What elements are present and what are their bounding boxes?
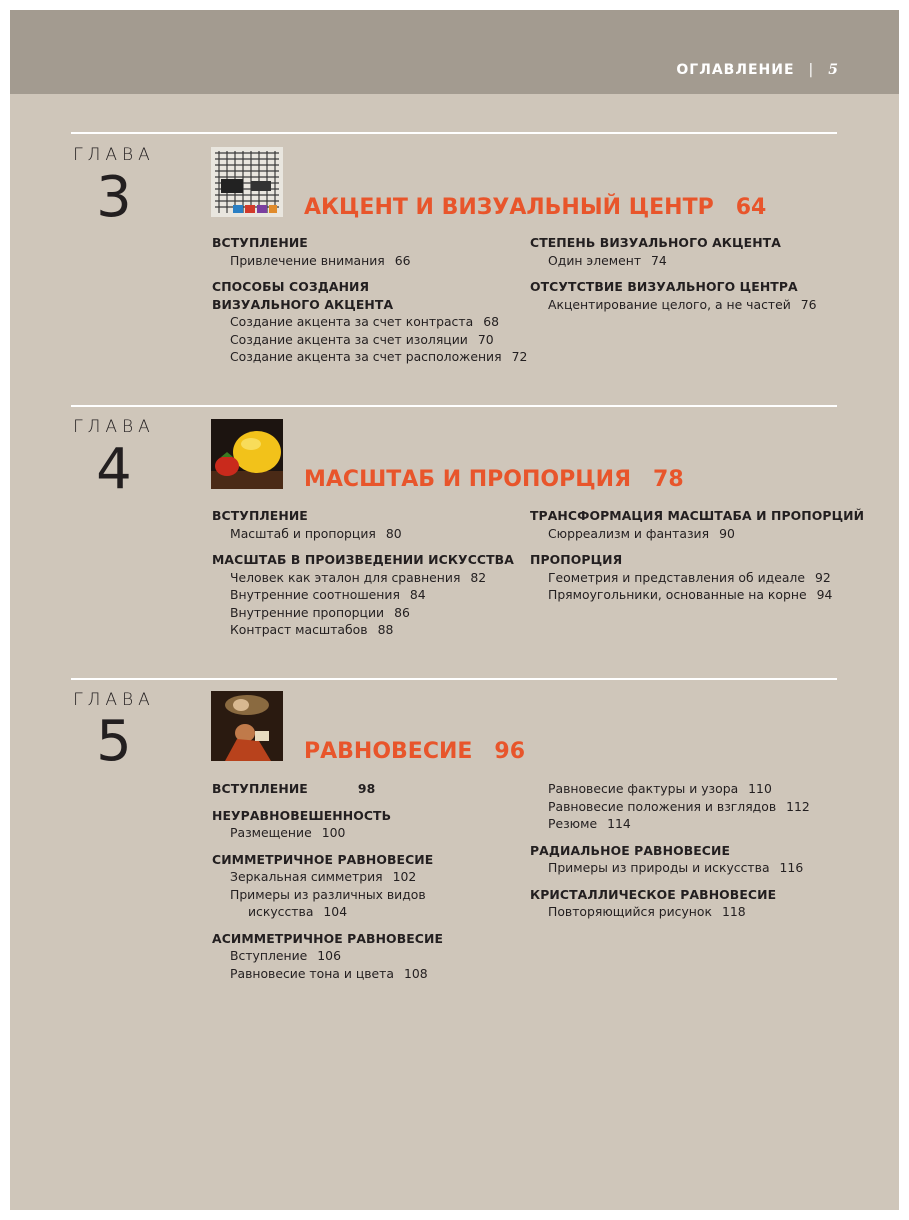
toc-entry (212, 824, 443, 842)
toc-entry (530, 569, 864, 587)
toc-entry (212, 525, 514, 543)
toc-entry-page: 94 (816, 587, 833, 602)
toc-entry-page: 68 (483, 314, 499, 329)
toc-entry-page: 80 (385, 525, 402, 541)
toc-heading (212, 780, 443, 798)
toc-entry-page: 118 (721, 904, 746, 919)
toc-entry (212, 868, 443, 886)
toc-entry-text: Зеркальная симметрия (230, 869, 383, 884)
toc-entry-text: Человек как эталон для сравнения (230, 569, 461, 585)
toc-entry-text: Равновесие фактуры и узора (548, 781, 739, 796)
chapter-thumbnail (211, 691, 283, 761)
toc-heading: ПРОПОРЦИЯ (530, 552, 623, 567)
toc-entry (530, 586, 864, 604)
chapter-label: ГЛАВА (73, 145, 155, 165)
toc-entry-text: Равновесие тона и цвета (230, 965, 394, 981)
toc-heading: ВСТУПЛЕНИЕ (212, 508, 308, 523)
toc-heading: РАДИАЛЬНОЕ РАВНОВЕСИЕ (530, 842, 731, 858)
toc-heading-text: ВСТУПЛЕНИЕ (212, 781, 308, 796)
toc-entry (212, 252, 527, 270)
toc-column-right (530, 780, 810, 921)
toc-entry (530, 859, 810, 877)
toc-entry-text: Размещение (230, 825, 312, 840)
toc-entry-text: искусства (248, 904, 314, 919)
toc-entry-page: 70 (477, 331, 494, 347)
toc-entry (212, 569, 514, 587)
toc-entry-page: 90 (719, 525, 735, 541)
toc-entry-page: 82 (470, 569, 487, 585)
toc-heading: АСИММЕТРИЧНОЕ РАВНОВЕСИЕ (212, 930, 444, 946)
toc-entry-text: Повторяющийся рисунок (548, 904, 712, 919)
toc-entry-page: 112 (786, 798, 810, 814)
toc-column-left (212, 780, 443, 982)
header-page-number: 5 (828, 62, 839, 78)
toc-entry-page: 92 (814, 569, 831, 585)
toc-heading: ОТСУТСТВИЕ ВИЗУАЛЬНОГО ЦЕНТРА (530, 279, 798, 294)
toc-entry (212, 621, 514, 639)
toc-entry-text: Создание акцента за счет изоляции (230, 331, 468, 347)
toc-entry-page: 102 (392, 869, 417, 884)
toc-entry-text: Резюме (548, 816, 598, 831)
chapter-title-text: АКЦЕНТ И ВИЗУАЛЬНЫЙ ЦЕНТР (304, 195, 714, 220)
chapter-title-page: 64 (735, 195, 767, 220)
toc-entry-page: 66 (394, 252, 411, 268)
chapter-title (304, 195, 766, 220)
toc-page (10, 10, 899, 1210)
header-section: ОГЛАВЛЕНИЕ (676, 62, 795, 78)
chapter-thumbnail (211, 419, 283, 489)
chapter-title-text: МАСШТАБ И ПРОПОРЦИЯ (304, 467, 632, 492)
toc-entry-text: Геометрия и представления об идеале (548, 569, 805, 585)
toc-entry (530, 525, 864, 543)
chapter-label: ГЛАВА (73, 417, 155, 437)
toc-entry-text: Создание акцента за счет контраста (230, 314, 474, 329)
toc-column-left (212, 234, 527, 366)
toc-entry-text: Привлечение внимания (230, 252, 385, 268)
chapter-divider (71, 678, 837, 680)
chapter-thumbnail (211, 147, 283, 217)
chapter-number: 4 (96, 437, 132, 502)
toc-entry-page: 72 (511, 349, 528, 364)
toc-entry-page: 100 (321, 825, 346, 840)
toc-column-right (530, 234, 817, 313)
toc-entry-page: 84 (409, 587, 426, 602)
toc-entry-page: 106 (317, 948, 341, 963)
toc-entry (212, 331, 527, 349)
toc-entry (530, 252, 817, 270)
chapter-divider (71, 132, 837, 134)
toc-entry-text: Контраст масштабов (230, 622, 368, 637)
toc-entry-page: 108 (404, 965, 428, 981)
running-header (676, 62, 839, 78)
toc-entry (212, 965, 443, 983)
toc-heading: ВСТУПЛЕНИЕ (212, 235, 308, 250)
chapter-label: ГЛАВА (73, 690, 155, 710)
toc-entry-text: Внутренние пропорции (230, 604, 385, 620)
toc-entry-text: Прямоугольники, основанные на корне (548, 587, 807, 602)
toc-entry (212, 313, 527, 331)
toc-heading: СТЕПЕНЬ ВИЗУАЛЬНОГО АКЦЕНТА (530, 235, 781, 250)
toc-entry (212, 947, 443, 965)
toc-entry (212, 903, 443, 921)
toc-entry-page: 86 (394, 604, 410, 620)
toc-entry (530, 780, 810, 798)
toc-column-right (530, 507, 864, 604)
toc-entry-text: Примеры из различных видов (230, 886, 426, 902)
toc-column-left (212, 507, 514, 639)
toc-entry-text: Равновесие положения и взглядов (548, 798, 777, 814)
header-bar (10, 10, 899, 94)
toc-heading-page: 98 (357, 781, 376, 796)
chapter-title-text: РАВНОВЕСИЕ (304, 739, 473, 764)
toc-entry-page: 104 (323, 904, 348, 919)
toc-heading: МАСШТАБ В ПРОИЗВЕДЕНИИ ИСКУССТВА (212, 552, 514, 567)
toc-heading: КРИСТАЛЛИЧЕСКОЕ РАВНОВЕСИЕ (530, 886, 777, 902)
chapter-title-page: 78 (653, 467, 684, 492)
chapter-number: 5 (96, 709, 132, 774)
toc-entry (530, 903, 810, 921)
toc-entry-page: 76 (800, 296, 817, 312)
toc-entry-text: Акцентирование целого, а не частей (548, 296, 791, 312)
chapter-title (304, 739, 525, 764)
toc-entry-text: Один элемент (548, 252, 642, 268)
toc-entry-page: 110 (748, 781, 772, 796)
toc-entry (530, 815, 810, 833)
toc-entry (530, 296, 817, 314)
toc-heading: ВИЗУАЛЬНОГО АКЦЕНТА (212, 296, 394, 312)
toc-entry-text: Сюрреализм и фантазия (548, 525, 710, 541)
toc-entry (212, 886, 443, 904)
toc-heading: СИММЕТРИЧНОЕ РАВНОВЕСИЕ (212, 851, 434, 867)
chapter-title (304, 467, 684, 492)
toc-heading: ТРАНСФОРМАЦИЯ МАСШТАБА И ПРОПОРЦИЙ (530, 508, 865, 523)
toc-entry-page: 88 (377, 622, 394, 637)
toc-entry (212, 604, 514, 622)
toc-entry (212, 586, 514, 604)
toc-entry (212, 348, 527, 366)
toc-entry-page: 116 (779, 860, 804, 875)
toc-entry (530, 798, 810, 816)
chapter-title-page: 96 (494, 739, 526, 764)
toc-entry-text: Вступление (230, 948, 308, 963)
toc-heading: СПОСОБЫ СОЗДАНИЯ (212, 279, 370, 294)
toc-entry-text: Создание акцента за счет расположения (230, 349, 502, 364)
toc-entry-page: 74 (651, 252, 667, 268)
toc-entry-text: Внутренние соотношения (230, 587, 400, 602)
toc-entry-page: 114 (607, 816, 631, 831)
toc-entry-text: Примеры из природы и искусства (548, 860, 770, 875)
chapter-divider (71, 405, 837, 407)
toc-entry-text: Масштаб и пропорция (230, 525, 376, 541)
header-separator: | (808, 62, 815, 78)
chapter-number: 3 (96, 165, 132, 230)
toc-heading: НЕУРАВНОВЕШЕННОСТЬ (212, 807, 392, 823)
